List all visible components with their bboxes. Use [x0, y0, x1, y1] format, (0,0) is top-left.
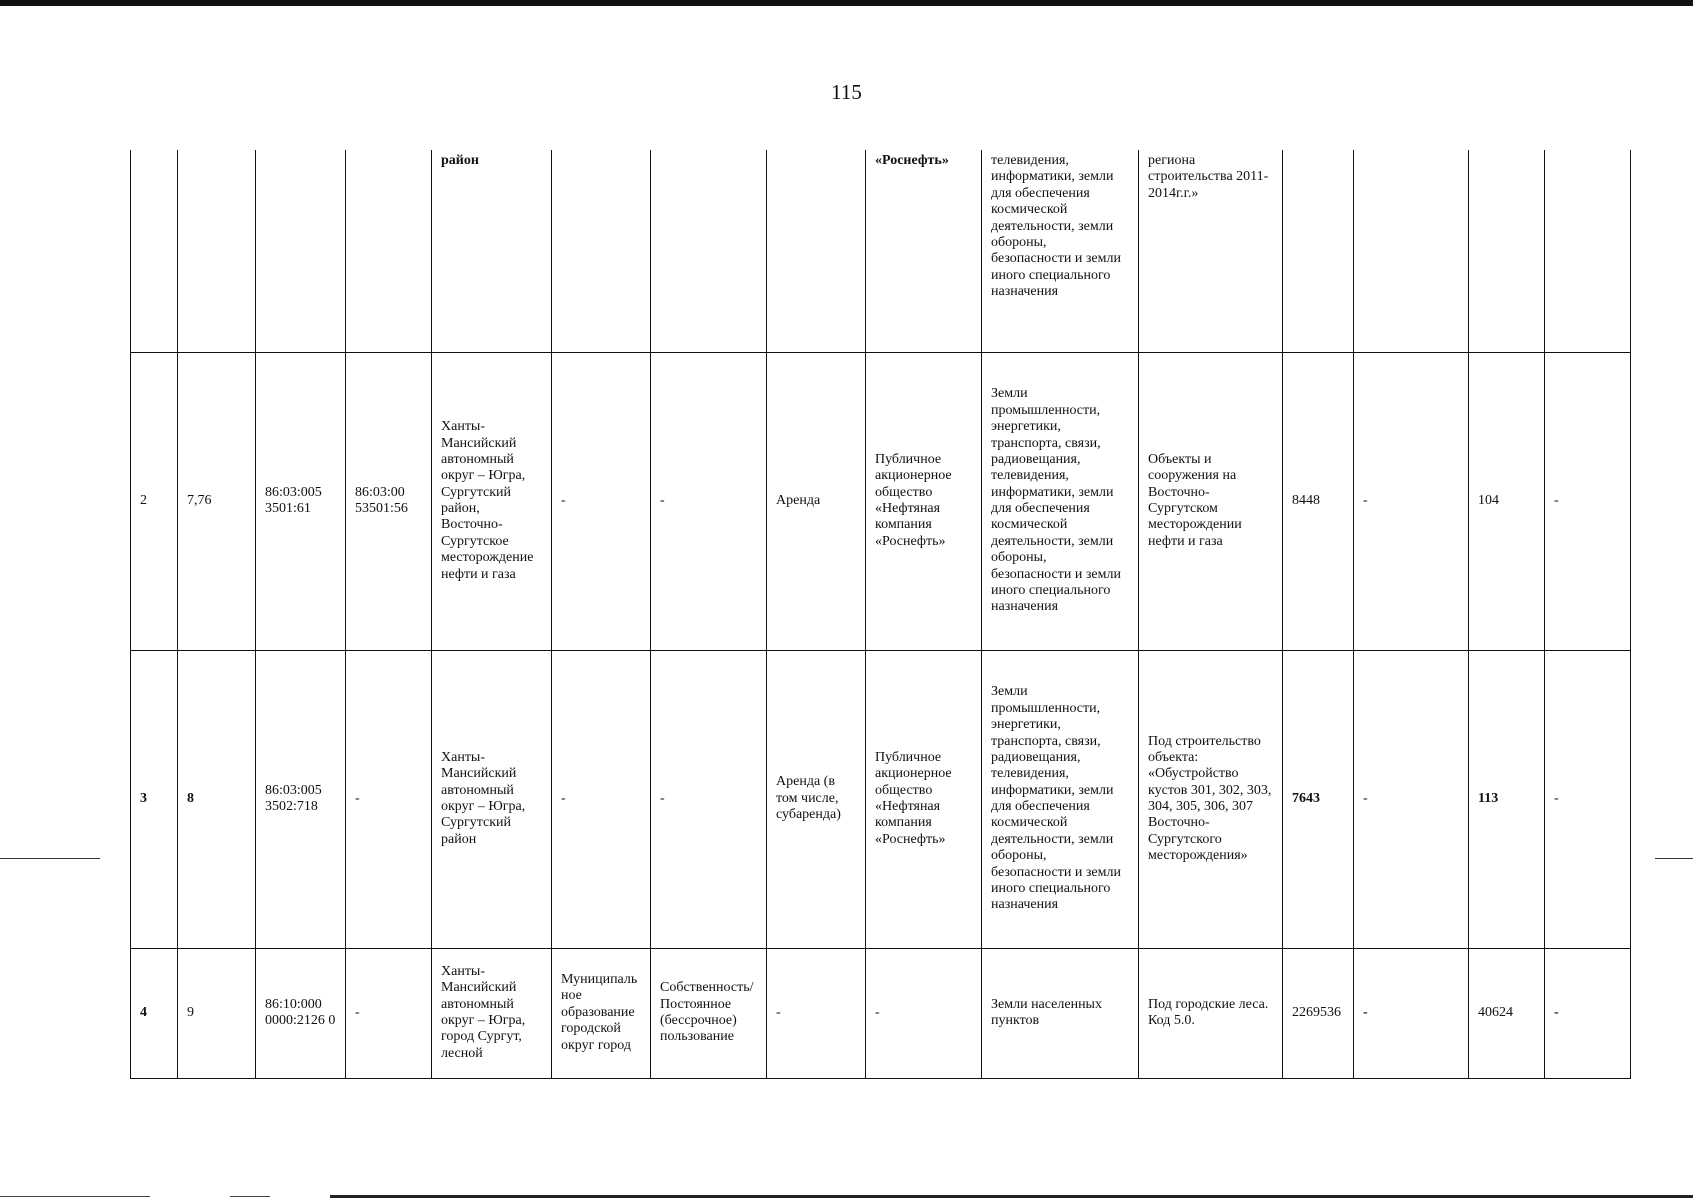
scan-artifact-line	[1655, 858, 1693, 859]
table-row	[131, 352, 1631, 650]
cell-area: 8	[178, 650, 256, 948]
cell-encumbrance: Аренда	[767, 352, 866, 650]
cell-right-type: Собственность/ Постоянное (бессрочное) пользование	[651, 948, 767, 1078]
cell-land-category: Земли промышленности, энергетики, транспорта, связи, радиовещания, телевидения, информатики, земли для обеспечения космической деятельности, земли обороны, безопасности и земли иного специального назначения	[982, 352, 1139, 650]
cell-value-3: 113	[1469, 650, 1545, 948]
cell-area	[178, 150, 256, 352]
cell-right-type: -	[651, 650, 767, 948]
cell-purpose: Объекты и сооружения на Восточно-Сургутском месторождении нефти и газа	[1139, 352, 1283, 650]
page-number: 115	[831, 80, 862, 104]
land-plots-table	[130, 150, 1631, 1079]
cell-value-1: 8448	[1283, 352, 1354, 650]
table-row	[131, 948, 1631, 1078]
cell-location: Ханты-Мансийский автономный округ – Югра, Сургутский район	[432, 650, 552, 948]
top-rule	[0, 0, 1693, 6]
cell-land-category: Земли промышленности, энергетики, транспорта, связи, радиовещания, телевидения, информатики, земли для обеспечения космической деятельности, земли обороны, безопасности и земли иного специального назначения	[982, 650, 1139, 948]
cell-value-4: -	[1545, 352, 1631, 650]
cell-cadastral-number: 86:03:005 3502:718	[256, 650, 346, 948]
cell-num: 3	[131, 650, 178, 948]
cell-holder: «Роснефть»	[866, 150, 982, 352]
bottom-rule	[0, 1196, 150, 1197]
cell-num: 4	[131, 948, 178, 1078]
cell-cadastral-number: 86:10:000 0000:2126 0	[256, 948, 346, 1078]
cell-land-category: телевидения, информатики, земли для обеспечения космической деятельности, земли обороны, безопасности и земли иного специального назначения	[982, 150, 1139, 352]
cell-purpose: Под строительство объекта: «Обустройство кустов 301, 302, 303, 304, 305, 306, 307 Восточно-Сургутского месторождения»	[1139, 650, 1283, 948]
cell-value-1	[1283, 150, 1354, 352]
cell-area: 9	[178, 948, 256, 1078]
cell-right-type	[651, 150, 767, 352]
cell-value-2: -	[1354, 352, 1469, 650]
cell-value-4: -	[1545, 948, 1631, 1078]
cell-value-1: 7643	[1283, 650, 1354, 948]
cell-value-3: 104	[1469, 352, 1545, 650]
cell-cadastral-number-2: -	[346, 948, 432, 1078]
cell-value-4: -	[1545, 650, 1631, 948]
table-row	[131, 150, 1631, 352]
bottom-rule	[330, 1195, 1693, 1198]
cell-owner: Муниципальное образование городской округ город	[552, 948, 651, 1078]
cell-holder: Публичное акционерное общество «Нефтяная компания «Роснефть»	[866, 352, 982, 650]
table-row	[131, 650, 1631, 948]
cell-holder: -	[866, 948, 982, 1078]
cell-location: Ханты-Мансийский автономный округ – Югра, город Сургут, лесной	[432, 948, 552, 1078]
cell-value-4	[1545, 150, 1631, 352]
cell-owner: -	[552, 352, 651, 650]
cell-purpose: региона строительства 2011-2014г.г.»	[1139, 150, 1283, 352]
cell-owner: -	[552, 650, 651, 948]
cell-cadastral-number: 86:03:005 3501:61	[256, 352, 346, 650]
cell-cadastral-number-2: 86:03:00 53501:56	[346, 352, 432, 650]
cell-cadastral-number	[256, 150, 346, 352]
cell-value-3: 40624	[1469, 948, 1545, 1078]
cell-value-2: -	[1354, 948, 1469, 1078]
cell-encumbrance: Аренда (в том числе, субаренда)	[767, 650, 866, 948]
cell-value-3	[1469, 150, 1545, 352]
cell-right-type: -	[651, 352, 767, 650]
cell-cadastral-number-2: -	[346, 650, 432, 948]
cell-value-2	[1354, 150, 1469, 352]
scan-artifact-line	[0, 858, 100, 859]
cell-location: район	[432, 150, 552, 352]
cell-owner	[552, 150, 651, 352]
cell-encumbrance	[767, 150, 866, 352]
cell-value-2: -	[1354, 650, 1469, 948]
cell-location: Ханты-Мансийский автономный округ – Югра, Сургутский район, Восточно-Сургутское месторождение нефти и газа	[432, 352, 552, 650]
cell-area: 7,76	[178, 352, 256, 650]
cell-land-category: Земли населенных пунктов	[982, 948, 1139, 1078]
cell-num: 2	[131, 352, 178, 650]
cell-holder: Публичное акционерное общество «Нефтяная компания «Роснефть»	[866, 650, 982, 948]
cell-purpose: Под городские леса. Код 5.0.	[1139, 948, 1283, 1078]
cell-value-1: 2269536	[1283, 948, 1354, 1078]
cell-num	[131, 150, 178, 352]
cell-encumbrance: -	[767, 948, 866, 1078]
bottom-rule	[230, 1196, 270, 1197]
cell-cadastral-number-2	[346, 150, 432, 352]
